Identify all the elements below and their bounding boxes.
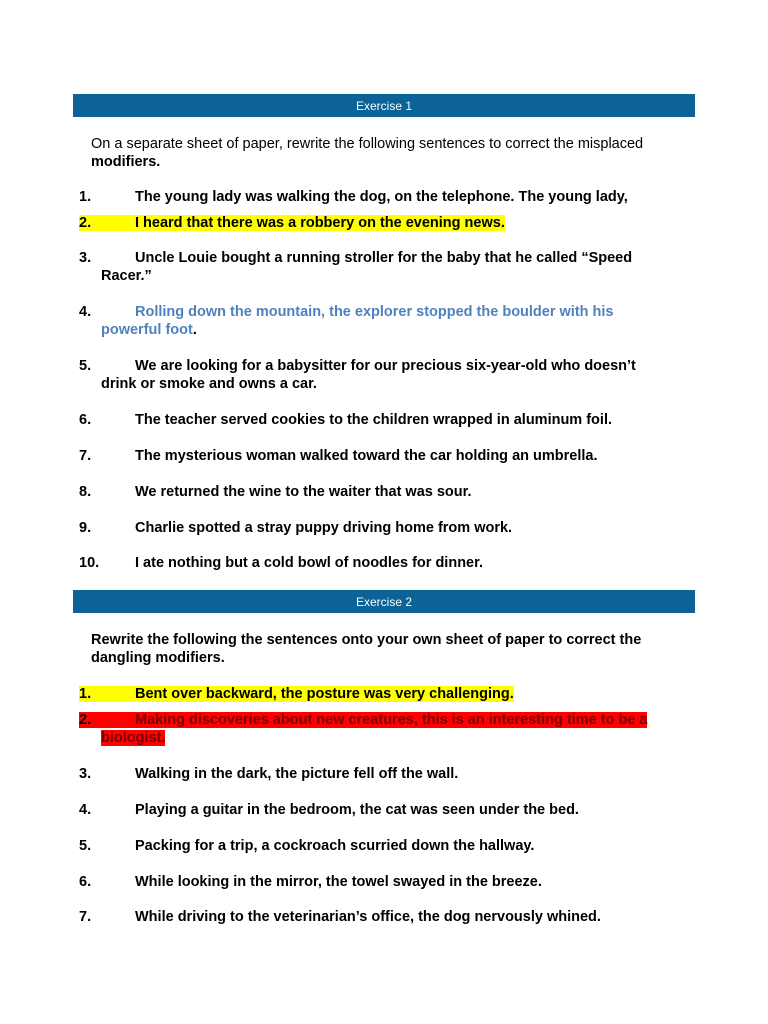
item-number: 6. (79, 412, 92, 428)
list-item (79, 447, 679, 465)
item-number: 2. (79, 215, 92, 231)
list-item (79, 303, 679, 339)
item-text: I heard that there was a robbery on the evening news. (135, 215, 505, 231)
item-text: Making discoveries about new creatures, this is an interesting time to be a (135, 712, 648, 728)
item-number: 6. (79, 874, 92, 890)
item-text: We are looking for a babysitter for our precious six-year-old who doesn’t (135, 358, 636, 374)
exercise-1-header: Exercise 1 (73, 94, 695, 117)
item-number: 4. (79, 304, 92, 320)
item-number: 3. (79, 250, 92, 266)
item-number: 2. (79, 712, 92, 728)
item-text-continued: powerful foot (101, 322, 193, 338)
item-number: 1. (79, 686, 92, 702)
item-number: 8. (79, 484, 92, 500)
item-text: The teacher served cookies to the children wrapped in aluminum foil. (135, 412, 612, 428)
exercise-1-instructions (91, 135, 691, 171)
list-item (79, 765, 679, 783)
instructions-line-2: dangling modifiers. (91, 650, 225, 666)
item-text: While looking in the mirror, the towel swayed in the breeze. (135, 874, 542, 890)
exercise-2-header: Exercise 2 (73, 590, 695, 613)
item-text: The mysterious woman walked toward the car holding an umbrella. (135, 448, 598, 464)
item-text: The young lady was walking the dog, on the telephone. The young lady, (135, 189, 628, 205)
list-item (79, 214, 679, 232)
list-item (79, 685, 679, 703)
instructions-bold: modifiers. (91, 154, 161, 170)
list-item (79, 711, 679, 747)
instructions-line-1: Rewrite the following the sentences onto your own sheet of paper to correct the (91, 632, 642, 648)
item-text: Walking in the dark, the picture fell off the wall. (135, 766, 459, 782)
list-item (79, 483, 679, 501)
exercise-2-instructions (91, 631, 691, 667)
item-text: We returned the wine to the waiter that was sour. (135, 484, 472, 500)
item-number: 9. (79, 520, 92, 536)
item-text: Packing for a trip, a cockroach scurried down the hallway. (135, 838, 535, 854)
item-number: 5. (79, 838, 92, 854)
item-number: 7. (79, 909, 92, 925)
item-text: Bent over backward, the posture was very challenging. (135, 686, 514, 702)
list-item (79, 188, 679, 206)
list-item (79, 801, 679, 819)
item-number: 3. (79, 766, 92, 782)
item-text: While driving to the veterinarian’s office, the dog nervously whined. (135, 909, 601, 925)
item-text-continued: biologist. (101, 730, 166, 746)
item-number: 4. (79, 802, 92, 818)
list-item (79, 873, 679, 891)
list-item (79, 837, 679, 855)
item-number: 1. (79, 189, 92, 205)
item-number: 10. (79, 555, 100, 571)
instructions-text: On a separate sheet of paper, rewrite the following sentences to correct the misplaced (91, 136, 644, 152)
list-item (79, 411, 679, 429)
list-item (79, 519, 679, 537)
item-text: Rolling down the mountain, the explorer stopped the boulder with his (135, 304, 614, 320)
list-item (79, 554, 679, 572)
item-number: 5. (79, 358, 92, 374)
item-text: I ate nothing but a cold bowl of noodles for dinner. (135, 555, 483, 571)
item-text-continued: Racer.” (101, 268, 152, 284)
list-item (79, 908, 679, 926)
list-item (79, 357, 679, 393)
item-text: Playing a guitar in the bedroom, the cat was seen under the bed. (135, 802, 579, 818)
item-text-end: . (192, 322, 197, 338)
item-number: 7. (79, 448, 92, 464)
item-text-continued: drink or smoke and owns a car. (101, 376, 317, 392)
item-text: Charlie spotted a stray puppy driving home from work. (135, 520, 513, 536)
item-text: Uncle Louie bought a running stroller for the baby that he called “Speed (135, 250, 633, 266)
list-item (79, 249, 679, 285)
